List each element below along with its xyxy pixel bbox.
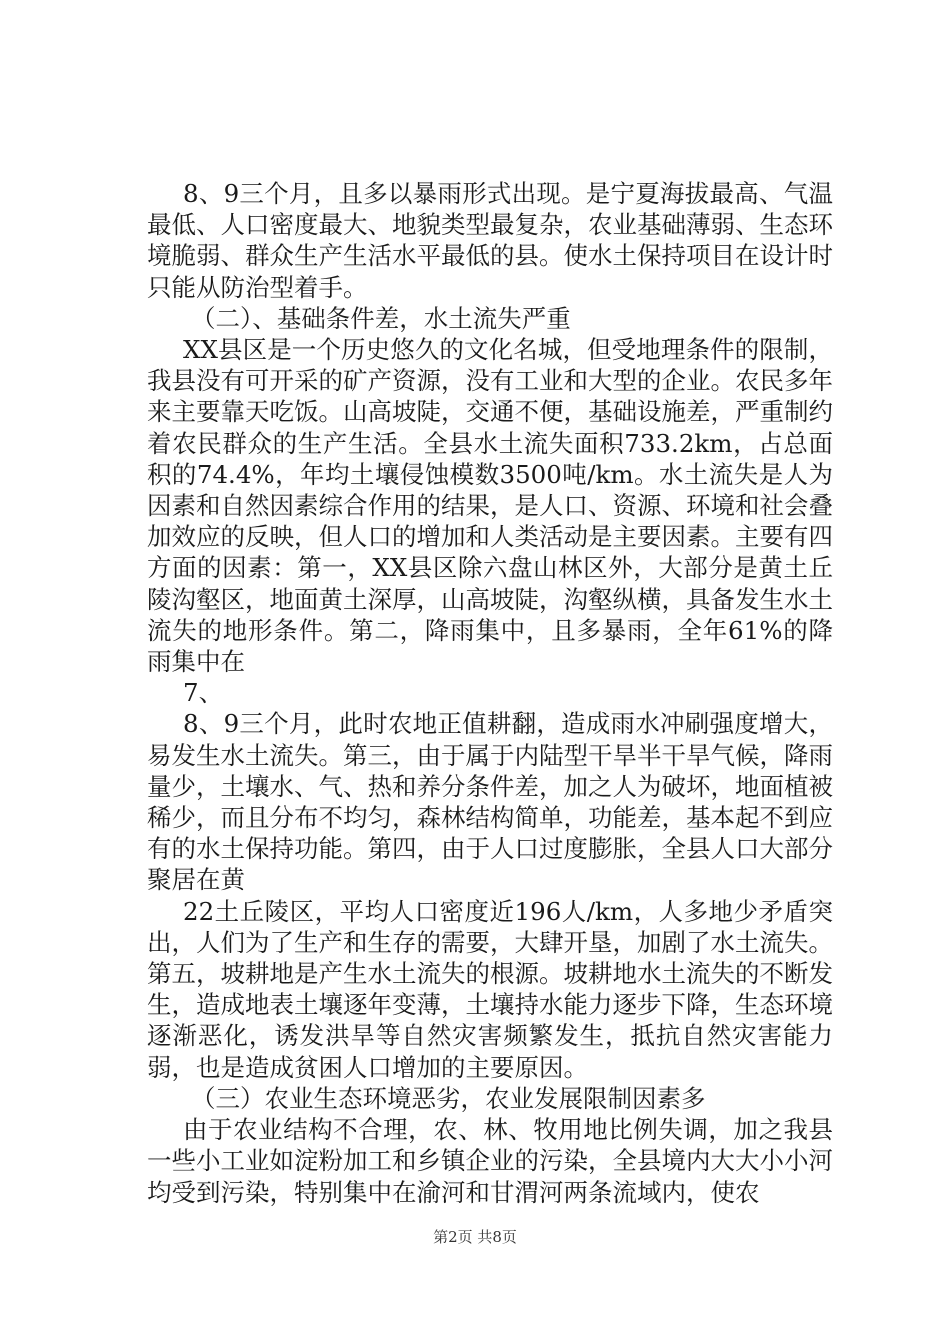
paragraph-3: 7、 bbox=[183, 678, 224, 708]
paragraph-5: 22土丘陵区，平均人口密度近196人/km，人多地少矛盾突出，人们为了生产和生存的需要，大肆开垦，加剧了水土流失。第五，坡耕地是产生水土流失的根源。坡耕地水土流失的不断发生，造成地表土壤逐年变薄，土壤持水能力逐步下降，生态环境逐渐恶化，诱发洪旱等自然灾害频繁发生，抵抗自然灾害能力弱，也是造成贫困人口增加的主要原因。 bbox=[147, 896, 833, 1082]
paragraph-6: 由于农业结构不合理，农、林、牧用地比例失调，加之我县一些小工业如淀粉加工和乡镇企业的污染，全县境内大大小小河均受到污染，特别集中在渝河和甘渭河两条流域内，使农 bbox=[147, 1115, 833, 1207]
paragraph-4: 8、9三个月，此时农地正值耕翻，造成雨水冲刷强度增大，易发生水土流失。第三，由于属于内陆型干旱半干旱气候，降雨量少，土壤水、气、热和养分条件差，加之人为破坏，地面植被稀少，而且分布不均匀，森林结构简单，功能差，基本起不到应有的水土保持功能。第四，由于人口过度膨胀，全县人口大部分聚居在黄 bbox=[147, 709, 833, 895]
document-body bbox=[147, 178, 833, 1208]
paragraph-1: 8、9三个月，且多以暴雨形式出现。是宁夏海拔最高、气温最低、人口密度最大、地貌类型最复杂，农业基础薄弱、生态环境脆弱、群众生产生活水平最低的县。使水土保持项目在设计时只能从防治型着手。 bbox=[147, 179, 833, 302]
page-number-label: 第2页 共8页 bbox=[433, 1228, 517, 1246]
paragraph-2: XX县区是一个历史悠久的文化名城，但受地理条件的限制，我县没有可开采的矿产资源，没有工业和大型的企业。农民多年来主要靠天吃饭。山高坡陡，交通不便，基础设施差，严重制约着农民群众的生产生活。全县水土流失面积733.2km，占总面积的74.4%，年均土壤侵蚀模数3500吨/km。水土流失是人为因素和自然因素综合作用的结果，是人口、资源、环境和社会叠加效应的反映，但人口的增加和人类活动是主要因素。主要有四方面的因素：第一，XX县区除六盘山林区外，大部分是黄土丘陵沟壑区，地面黄土深厚，山高坡陡，沟壑纵横，具备发生水土流失的地形条件。第二，降雨集中，且多暴雨，全年61%的降雨集中在 bbox=[147, 335, 833, 677]
section-heading-3: （三）农业生态环境恶劣，农业发展限制因素多 bbox=[191, 1083, 706, 1113]
page-footer bbox=[0, 1226, 950, 1247]
section-heading-2: （二）、基础条件差，水土流失严重 bbox=[191, 303, 571, 333]
